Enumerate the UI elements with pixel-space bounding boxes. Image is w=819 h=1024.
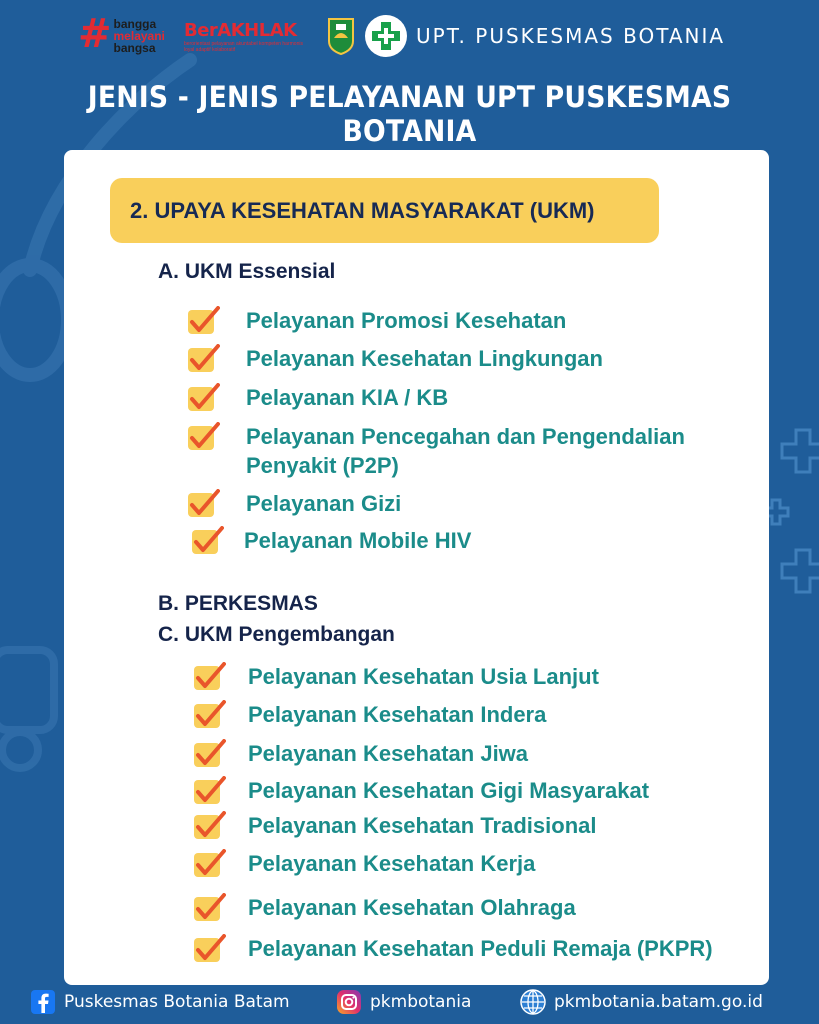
- list-item: [188, 383, 448, 413]
- checkbox-check-icon: [194, 893, 226, 923]
- checkbox-check-icon: [188, 306, 220, 336]
- instagram-link[interactable]: [336, 989, 471, 1015]
- list-item: [194, 700, 546, 730]
- bangga-word: bangga: [113, 17, 157, 31]
- ukm-pengembangan-heading: C. UKM Pengembangan: [158, 623, 395, 646]
- item-label: Pelayanan Promosi Kesehatan: [246, 308, 567, 333]
- item-label: Pelayanan Kesehatan Indera: [248, 702, 547, 727]
- upt-name: UPT. PUSKESMAS BOTANIA: [416, 24, 726, 48]
- list-item: [194, 739, 528, 769]
- item-label: Pelayanan Kesehatan Tradisional: [248, 813, 597, 838]
- checkbox-check-icon: [194, 662, 226, 692]
- checkbox-check-icon: [194, 934, 226, 964]
- list-item: [194, 811, 596, 841]
- item-label: Pelayanan Kesehatan Usia Lanjut: [248, 664, 599, 689]
- batam-crest-icon: [326, 16, 356, 56]
- item-label: Pelayanan Kesehatan Jiwa: [248, 741, 529, 766]
- list-item: [188, 422, 726, 480]
- list-item: [194, 776, 649, 806]
- item-label: Pelayanan Gizi: [246, 491, 402, 516]
- checkbox-check-icon: [194, 700, 226, 730]
- item-label: Pelayanan Pencegahan dan Pengendalian Penyakit (P2P): [246, 424, 685, 478]
- instagram-icon: [336, 989, 362, 1015]
- puskesmas-cross-icon: [364, 14, 408, 58]
- instagram-label: pkmbotania: [370, 992, 472, 1012]
- melayani-word: melayani: [113, 29, 165, 43]
- checkbox-check-icon: [194, 776, 226, 806]
- list-item: [194, 662, 599, 692]
- globe-icon: [520, 989, 546, 1015]
- list-item: [194, 893, 576, 923]
- item-label: Pelayanan Kesehatan Olahraga: [248, 895, 576, 920]
- list-item: [192, 526, 471, 556]
- plus-decoration: [766, 420, 819, 640]
- checkbox-check-icon: [194, 811, 226, 841]
- website-link[interactable]: [520, 989, 763, 1015]
- list-item: [194, 934, 713, 964]
- checkbox-check-icon: [188, 489, 220, 519]
- checkbox-check-icon: [188, 344, 220, 374]
- list-item: [188, 306, 566, 336]
- car-decoration: [0, 640, 70, 780]
- item-label: Pelayanan Kesehatan Lingkungan: [246, 346, 603, 371]
- checkbox-check-icon: [188, 383, 220, 413]
- berakhlak-logo: [184, 20, 312, 53]
- item-label: Pelayanan Kesehatan Peduli Remaja (PKPR): [248, 936, 713, 961]
- facebook-link[interactable]: [30, 989, 290, 1015]
- facebook-label: Puskesmas Botania Batam: [64, 992, 290, 1012]
- berakhlak-subtitle: berorientasi pelayanan akuntabel kompeten harmonis loyal adaptif kolaboratif: [184, 40, 303, 53]
- item-label: Pelayanan Mobile HIV: [244, 528, 472, 553]
- list-item: [188, 489, 401, 519]
- item-label: Pelayanan KIA / KB: [246, 385, 449, 410]
- list-item: [194, 849, 535, 879]
- bangga-melayani-bangsa-logo: # bangga melayani bangsa: [78, 11, 165, 57]
- facebook-icon: [30, 989, 56, 1015]
- perkesmas-heading: B. PERKESMAS: [158, 592, 318, 615]
- website-label: pkmbotania.batam.go.id: [554, 992, 763, 1012]
- list-item: [188, 344, 603, 374]
- checkbox-check-icon: [192, 526, 224, 556]
- item-label: Pelayanan Kesehatan Kerja: [248, 851, 536, 876]
- item-label: Pelayanan Kesehatan Gigi Masyarakat: [248, 778, 650, 803]
- checkbox-check-icon: [194, 739, 226, 769]
- checkbox-check-icon: [188, 422, 220, 452]
- bangsa-word: bangsa: [113, 41, 156, 55]
- berakhlak-name: BerAKHLAK: [184, 19, 297, 41]
- footer: [0, 986, 819, 1024]
- ukm-essensial-heading: A. UKM Essensial: [158, 260, 336, 283]
- checkbox-check-icon: [194, 849, 226, 879]
- section-banner: 2. UPAYA KESEHATAN MASYARAKAT (UKM): [110, 178, 659, 243]
- header-logos: [78, 8, 738, 64]
- page-title: JENIS - JENIS PELAYANAN UPT PUSKESMAS BOTANIA: [87, 80, 732, 148]
